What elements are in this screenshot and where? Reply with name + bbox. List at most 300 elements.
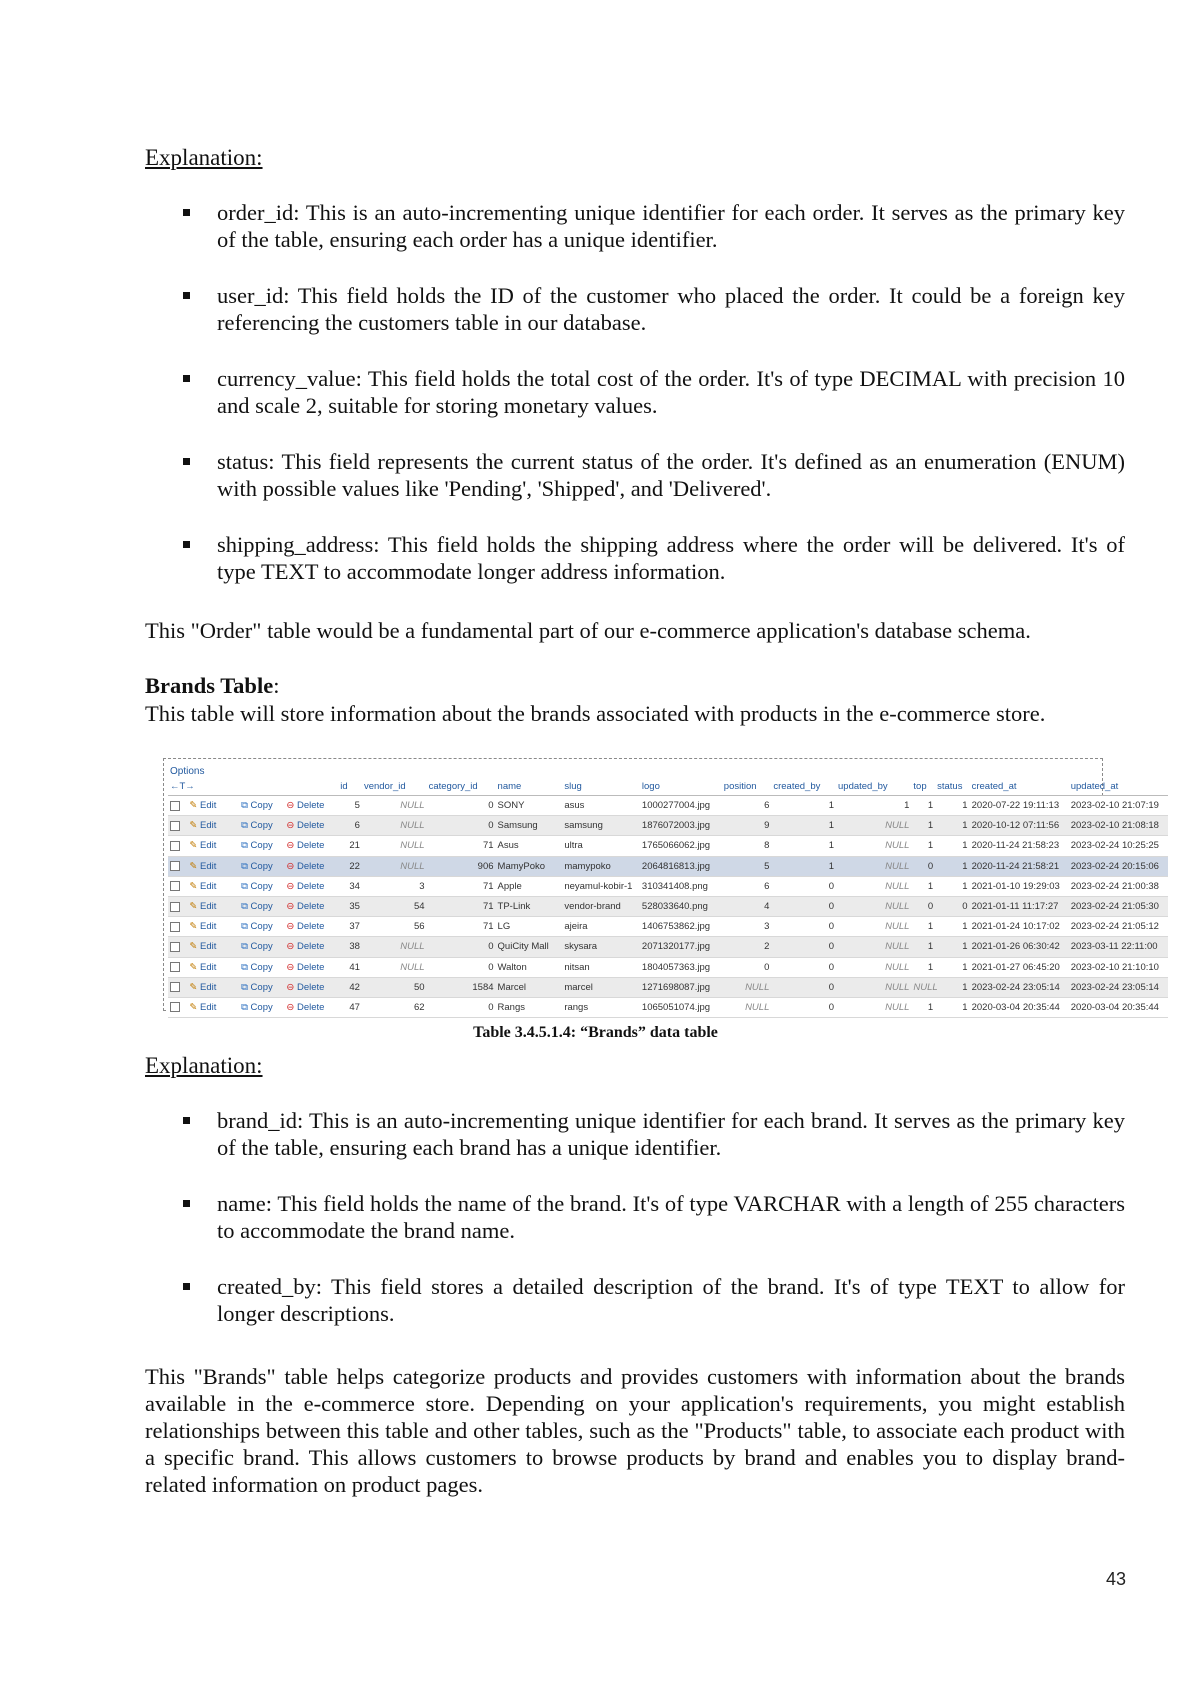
copy-label[interactable]: Copy	[250, 840, 273, 852]
copy-link[interactable]	[239, 917, 284, 937]
column-header-created_at[interactable]: created_at	[970, 778, 1069, 796]
cell-updated_by: NULL	[836, 937, 911, 957]
pencil-icon: ✎	[189, 840, 198, 852]
edit-link[interactable]	[187, 937, 239, 957]
checkbox-icon[interactable]	[170, 861, 180, 871]
edit-label[interactable]: Edit	[200, 961, 217, 973]
copy-label[interactable]: Copy	[250, 860, 273, 872]
cell-name: Walton	[496, 957, 563, 977]
copy-icon: ⧉	[241, 860, 248, 872]
checkbox-icon[interactable]	[170, 902, 180, 912]
checkbox-icon[interactable]	[170, 982, 180, 992]
cell-top: 1	[911, 836, 935, 856]
delete-label[interactable]: Delete	[296, 880, 325, 892]
table-row	[168, 836, 1168, 856]
cell-slug: skysara	[562, 937, 640, 957]
edit-label[interactable]: Edit	[200, 880, 217, 892]
cell-logo: 1271698087.jpg	[640, 977, 722, 997]
delete-icon: ⊖	[286, 961, 295, 973]
delete-label[interactable]: Delete	[296, 860, 325, 872]
cell-category_id: 0	[427, 997, 496, 1017]
cell-top: 1	[911, 816, 935, 836]
bullet-text: brand_id: This is an auto-incrementing unique identifier for each brand. It serves as the primary key of the table, ensuring each brand has a unique identifier.	[217, 1108, 1125, 1160]
table-row	[168, 856, 1168, 876]
bullet-item	[145, 365, 1125, 419]
cell-category_id: 906	[427, 856, 496, 876]
copy-label[interactable]: Copy	[250, 921, 273, 933]
cell-top: 0	[911, 856, 935, 876]
cell-slug: vendor-brand	[562, 896, 640, 916]
table-row	[168, 896, 1168, 916]
cell-vendor_id: NULL	[362, 816, 427, 836]
cell-slug: rangs	[562, 997, 640, 1017]
copy-link[interactable]	[239, 836, 284, 856]
cell-created_by: 1	[771, 796, 836, 816]
cell-name: Marcel	[496, 977, 563, 997]
column-header-id[interactable]: id	[338, 778, 362, 796]
bullet-square-icon	[183, 1117, 190, 1124]
column-header-top[interactable]: top	[911, 778, 935, 796]
delete-label[interactable]: Delete	[296, 961, 325, 973]
cell-created_by: 1	[771, 856, 836, 876]
order-fields-list	[145, 199, 1125, 614]
delete-link[interactable]	[284, 856, 338, 876]
cell-updated_at: 2020-03-04 20:35:44	[1069, 997, 1168, 1017]
cell-top: 1	[911, 917, 935, 937]
copy-icon: ⧉	[241, 800, 248, 812]
cell-status: 1	[935, 937, 969, 957]
cell-position: 4	[722, 896, 772, 916]
row-checkbox[interactable]	[168, 896, 187, 916]
cell-vendor_id: 56	[362, 917, 427, 937]
cell-position: NULL	[722, 977, 772, 997]
cell-updated_by: NULL	[836, 876, 911, 896]
cell-position: 3	[722, 917, 772, 937]
cell-updated_by: NULL	[836, 977, 911, 997]
copy-icon: ⧉	[241, 921, 248, 933]
cell-slug: ultra	[562, 836, 640, 856]
brands-closing-paragraph: This "Brands" table helps categorize products and provides customers with information about the brands available in the e-commerce store. Depending on your application's requirements, you might establish relationships between this table and other tables, such as the "Products" table, to associate each product with a specific brand. This allows customers to browse products by brand and enables you to display brand-related information on product pages.	[145, 1364, 1125, 1497]
cell-created_at: 2020-11-24 21:58:21	[970, 856, 1069, 876]
cell-name: LG	[496, 917, 563, 937]
bullet-square-icon	[183, 375, 190, 382]
pencil-icon: ✎	[189, 820, 198, 832]
cell-slug: neyamul-kobir-1	[562, 876, 640, 896]
caption-number: Table 3.4.5.1.4	[473, 1024, 571, 1041]
table-row	[168, 937, 1168, 957]
cell-status: 1	[935, 977, 969, 997]
edit-link[interactable]	[187, 977, 239, 997]
delete-icon: ⊖	[286, 1001, 295, 1013]
explanation-heading-2: Explanation:	[145, 1053, 263, 1078]
bullet-square-icon	[183, 541, 190, 548]
cell-updated_at: 2023-02-24 21:05:12	[1069, 917, 1168, 937]
table-row	[168, 917, 1168, 937]
delete-link[interactable]	[284, 836, 338, 856]
checkbox-icon[interactable]	[170, 881, 180, 891]
copy-label[interactable]: Copy	[250, 981, 273, 993]
copy-link[interactable]	[239, 876, 284, 896]
table-row	[168, 957, 1168, 977]
cell-vendor_id: NULL	[362, 957, 427, 977]
cell-logo: 2071320177.jpg	[640, 937, 722, 957]
checkbox-icon[interactable]	[170, 942, 180, 952]
edit-label[interactable]: Edit	[200, 860, 217, 872]
cell-id: 38	[338, 937, 362, 957]
column-header-updated_by[interactable]: updated_by	[836, 778, 911, 796]
cell-created_at: 2020-10-12 07:11:56	[970, 816, 1069, 836]
bullet-item	[145, 199, 1125, 253]
row-checkbox[interactable]	[168, 997, 187, 1017]
bullet-item	[145, 282, 1125, 336]
table-row	[168, 876, 1168, 896]
cell-created_by: 1	[771, 836, 836, 856]
copy-link[interactable]	[239, 937, 284, 957]
copy-link[interactable]	[239, 957, 284, 977]
delete-link[interactable]	[284, 816, 338, 836]
delete-icon: ⊖	[286, 800, 295, 812]
cell-top: NULL	[911, 977, 935, 997]
cell-category_id: 0	[427, 937, 496, 957]
copy-label[interactable]: Copy	[250, 1001, 273, 1013]
cell-id: 34	[338, 876, 362, 896]
copy-icon: ⧉	[241, 1001, 248, 1013]
row-checkbox[interactable]	[168, 836, 187, 856]
cell-created_by: 0	[771, 917, 836, 937]
options-link[interactable]: Options	[170, 766, 205, 777]
edit-label[interactable]: Edit	[200, 1001, 217, 1013]
cell-vendor_id: NULL	[362, 796, 427, 816]
table-row	[168, 977, 1168, 997]
edit-link[interactable]	[187, 917, 239, 937]
bullet-text: name: This field holds the name of the brand. It's of type VARCHAR with a length of 255 characters to accommodate the brand name.	[217, 1191, 1125, 1243]
copy-link[interactable]	[239, 997, 284, 1017]
delete-icon: ⊖	[286, 981, 295, 993]
cell-updated_at: 2023-02-24 20:15:06	[1069, 856, 1168, 876]
cell-position: 2	[722, 937, 772, 957]
pencil-icon: ✎	[189, 921, 198, 933]
cell-category_id: 1584	[427, 977, 496, 997]
checkbox-icon[interactable]	[170, 801, 180, 811]
bullet-item	[145, 448, 1125, 502]
copy-icon: ⧉	[241, 941, 248, 953]
cell-created_by: 0	[771, 896, 836, 916]
delete-label[interactable]: Delete	[296, 921, 325, 933]
table-row	[168, 997, 1168, 1017]
cell-id: 21	[338, 836, 362, 856]
edit-link[interactable]	[187, 796, 239, 816]
cell-position: 9	[722, 816, 772, 836]
cell-vendor_id: 62	[362, 997, 427, 1017]
column-header-logo[interactable]: logo	[640, 778, 722, 796]
page-number: 43	[1105, 1569, 1126, 1589]
row-checkbox[interactable]	[168, 796, 187, 816]
cell-category_id: 71	[427, 836, 496, 856]
cell-position: 0	[722, 957, 772, 977]
delete-icon: ⊖	[286, 880, 295, 892]
edit-label[interactable]: Edit	[200, 800, 217, 812]
delete-icon: ⊖	[286, 860, 295, 872]
delete-label[interactable]: Delete	[296, 981, 325, 993]
cell-category_id: 0	[427, 796, 496, 816]
delete-link[interactable]	[284, 917, 338, 937]
cell-logo: 1065051074.jpg	[640, 997, 722, 1017]
copy-label[interactable]: Copy	[250, 941, 273, 953]
cell-name: Apple	[496, 876, 563, 896]
cell-id: 37	[338, 917, 362, 937]
cell-updated_by: NULL	[836, 856, 911, 876]
arrows-header[interactable]: ←T→	[168, 778, 338, 796]
cell-created_at: 2020-03-04 20:35:44	[970, 997, 1069, 1017]
row-checkbox[interactable]	[168, 937, 187, 957]
cell-created_at: 2021-01-10 19:29:03	[970, 876, 1069, 896]
cell-created_by: 0	[771, 876, 836, 896]
checkbox-icon[interactable]	[170, 922, 180, 932]
bullet-square-icon	[183, 209, 190, 216]
cell-name: Rangs	[496, 997, 563, 1017]
column-header-created_by[interactable]: created_by	[771, 778, 836, 796]
brands-intro-paragraph: This table will store information about the brands associated with products in the e-commerce store.	[145, 701, 1046, 726]
cell-created_at: 2021-01-24 10:17:02	[970, 917, 1069, 937]
delete-icon: ⊖	[286, 901, 295, 913]
edit-link[interactable]	[187, 836, 239, 856]
checkbox-icon[interactable]	[170, 841, 180, 851]
cell-updated_at: 2023-02-10 21:10:10	[1069, 957, 1168, 977]
pencil-icon: ✎	[189, 981, 198, 993]
delete-link[interactable]	[284, 876, 338, 896]
delete-link[interactable]	[284, 937, 338, 957]
edit-link[interactable]	[187, 957, 239, 977]
edit-link[interactable]	[187, 856, 239, 876]
delete-icon: ⊖	[286, 941, 295, 953]
cell-slug: marcel	[562, 977, 640, 997]
cell-logo: 1804057363.jpg	[640, 957, 722, 977]
cell-status: 1	[935, 876, 969, 896]
cell-updated_at: 2023-02-24 21:05:30	[1069, 896, 1168, 916]
cell-updated_by: NULL	[836, 917, 911, 937]
edit-label[interactable]: Edit	[200, 820, 217, 832]
cell-id: 5	[338, 796, 362, 816]
column-header-name[interactable]: name	[496, 778, 563, 796]
copy-label[interactable]: Copy	[250, 961, 273, 973]
column-header-updated_at[interactable]: updated_at	[1069, 778, 1168, 796]
bullet-item	[145, 1273, 1125, 1327]
edit-label[interactable]: Edit	[200, 941, 217, 953]
cell-id: 42	[338, 977, 362, 997]
copy-link[interactable]	[239, 896, 284, 916]
brand-fields-list	[145, 1107, 1125, 1356]
cell-created_by: 0	[771, 977, 836, 997]
cell-logo: 528033640.png	[640, 896, 722, 916]
delete-label[interactable]: Delete	[296, 820, 325, 832]
table-caption	[0, 1024, 1191, 1042]
cell-created_by: 0	[771, 997, 836, 1017]
cell-status: 1	[935, 816, 969, 836]
cell-logo: 310341408.png	[640, 876, 722, 896]
copy-label[interactable]: Copy	[250, 820, 273, 832]
cell-status: 1	[935, 856, 969, 876]
row-checkbox[interactable]	[168, 876, 187, 896]
cell-slug: ajeira	[562, 917, 640, 937]
cell-vendor_id: 50	[362, 977, 427, 997]
row-checkbox[interactable]	[168, 957, 187, 977]
cell-name: Samsung	[496, 816, 563, 836]
checkbox-icon[interactable]	[170, 1002, 180, 1012]
cell-position: 6	[722, 876, 772, 896]
cell-category_id: 0	[427, 957, 496, 977]
column-header-status[interactable]: status	[935, 778, 969, 796]
delete-link[interactable]	[284, 957, 338, 977]
column-header-category_id[interactable]: category_id	[427, 778, 496, 796]
cell-created_at: 2021-01-26 06:30:42	[970, 937, 1069, 957]
table-row	[168, 816, 1168, 836]
order-closing-paragraph: This "Order" table would be a fundamental part of our e-commerce application's database schema.	[145, 618, 1031, 643]
delete-icon: ⊖	[286, 921, 295, 933]
row-checkbox[interactable]	[168, 816, 187, 836]
cell-status: 1	[935, 836, 969, 856]
cell-updated_at: 2023-02-24 10:25:25	[1069, 836, 1168, 856]
delete-label[interactable]: Delete	[296, 901, 325, 913]
bullet-square-icon	[183, 292, 190, 299]
cell-updated_by: NULL	[836, 836, 911, 856]
cell-status: 1	[935, 917, 969, 937]
row-checkbox[interactable]	[168, 856, 187, 876]
edit-label[interactable]: Edit	[200, 921, 217, 933]
edit-link[interactable]	[187, 997, 239, 1017]
delete-link[interactable]	[284, 896, 338, 916]
cell-updated_at: 2023-02-10 21:08:18	[1069, 816, 1168, 836]
cell-created_by: 1	[771, 816, 836, 836]
pencil-icon: ✎	[189, 901, 198, 913]
bullet-text: created_by: This field stores a detailed description of the brand. It's of type TEXT to allow for longer descriptions.	[217, 1274, 1125, 1326]
delete-link[interactable]	[284, 997, 338, 1017]
pencil-icon: ✎	[189, 800, 198, 812]
copy-label[interactable]: Copy	[250, 880, 273, 892]
delete-label[interactable]: Delete	[296, 941, 325, 953]
brands-data-grid	[168, 778, 1168, 1018]
bullet-text: currency_value: This field holds the total cost of the order. It's of type DECIMAL with precision 10 and scale 2, suitable for storing monetary values.	[217, 366, 1125, 418]
cell-position: NULL	[722, 997, 772, 1017]
edit-link[interactable]	[187, 896, 239, 916]
cell-logo: 1765066062.jpg	[640, 836, 722, 856]
cell-created_at: 2023-02-24 23:05:14	[970, 977, 1069, 997]
cell-name: SONY	[496, 796, 563, 816]
edit-label[interactable]: Edit	[200, 901, 217, 913]
cell-top: 0	[911, 896, 935, 916]
edit-label[interactable]: Edit	[200, 981, 217, 993]
brands-title-text: Brands Table	[145, 673, 274, 698]
cell-created_by: 0	[771, 957, 836, 977]
brands-title	[145, 672, 1125, 699]
cell-created_at: 2021-01-27 06:45:20	[970, 957, 1069, 977]
cell-slug: samsung	[562, 816, 640, 836]
explanation-heading-1: Explanation:	[145, 145, 263, 170]
copy-icon: ⧉	[241, 981, 248, 993]
cell-updated_by: NULL	[836, 957, 911, 977]
brands-table-screenshot	[163, 758, 1159, 1013]
row-checkbox[interactable]	[168, 917, 187, 937]
cell-vendor_id: 54	[362, 896, 427, 916]
column-header-position[interactable]: position	[722, 778, 772, 796]
cell-created_at: 2020-11-24 21:58:23	[970, 836, 1069, 856]
delete-label[interactable]: Delete	[296, 840, 325, 852]
cell-updated_by: NULL	[836, 816, 911, 836]
copy-label[interactable]: Copy	[250, 800, 273, 812]
delete-icon: ⊖	[286, 840, 295, 852]
cell-updated_at: 2023-02-24 23:05:14	[1069, 977, 1168, 997]
cell-vendor_id: 3	[362, 876, 427, 896]
cell-logo: 1406753862.jpg	[640, 917, 722, 937]
edit-link[interactable]	[187, 876, 239, 896]
cell-name: MamyPoko	[496, 856, 563, 876]
column-header-slug[interactable]: slug	[562, 778, 640, 796]
bullet-text: order_id: This is an auto-incrementing unique identifier for each order. It serves as the primary key of the table, ensuring each order has a unique identifier.	[217, 200, 1125, 252]
cell-top: 1	[911, 876, 935, 896]
cell-created_by: 0	[771, 937, 836, 957]
bullet-item	[145, 1107, 1125, 1161]
copy-link[interactable]	[239, 977, 284, 997]
cell-top: 1	[911, 957, 935, 977]
cell-logo: 1876072003.jpg	[640, 816, 722, 836]
checkbox-icon[interactable]	[170, 821, 180, 831]
cell-logo: 1000277004.jpg	[640, 796, 722, 816]
copy-icon: ⧉	[241, 840, 248, 852]
copy-icon: ⧉	[241, 961, 248, 973]
delete-link[interactable]	[284, 977, 338, 997]
brands-title-colon: :	[273, 673, 280, 698]
delete-label[interactable]: Delete	[296, 800, 325, 812]
cell-updated_by: 1	[836, 796, 911, 816]
delete-link[interactable]	[284, 796, 338, 816]
row-checkbox[interactable]	[168, 977, 187, 997]
cell-position: 6	[722, 796, 772, 816]
copy-label[interactable]: Copy	[250, 901, 273, 913]
copy-link[interactable]	[239, 856, 284, 876]
pencil-icon: ✎	[189, 880, 198, 892]
edit-link[interactable]	[187, 816, 239, 836]
cell-logo: 2064816813.jpg	[640, 856, 722, 876]
cell-name: TP-Link	[496, 896, 563, 916]
copy-icon: ⧉	[241, 880, 248, 892]
cell-id: 47	[338, 997, 362, 1017]
cell-top: 1	[911, 997, 935, 1017]
bullet-item	[145, 1190, 1125, 1244]
cell-updated_by: NULL	[836, 896, 911, 916]
checkbox-icon[interactable]	[170, 962, 180, 972]
caption-text: : “Brands” data table	[570, 1024, 718, 1041]
copy-link[interactable]	[239, 796, 284, 816]
cell-status: 1	[935, 997, 969, 1017]
cell-status: 1	[935, 957, 969, 977]
cell-category_id: 0	[427, 816, 496, 836]
cell-status: 0	[935, 896, 969, 916]
copy-icon: ⧉	[241, 820, 248, 832]
cell-position: 5	[722, 856, 772, 876]
pencil-icon: ✎	[189, 961, 198, 973]
cell-top: 1	[911, 937, 935, 957]
cell-vendor_id: NULL	[362, 937, 427, 957]
cell-top: 1	[911, 796, 935, 816]
bullet-square-icon	[183, 1200, 190, 1207]
pencil-icon: ✎	[189, 941, 198, 953]
cell-category_id: 71	[427, 917, 496, 937]
column-header-vendor_id[interactable]: vendor_id	[362, 778, 427, 796]
pencil-icon: ✎	[189, 860, 198, 872]
copy-link[interactable]	[239, 816, 284, 836]
delete-label[interactable]: Delete	[296, 1001, 325, 1013]
cell-updated_by: NULL	[836, 997, 911, 1017]
edit-label[interactable]: Edit	[200, 840, 217, 852]
